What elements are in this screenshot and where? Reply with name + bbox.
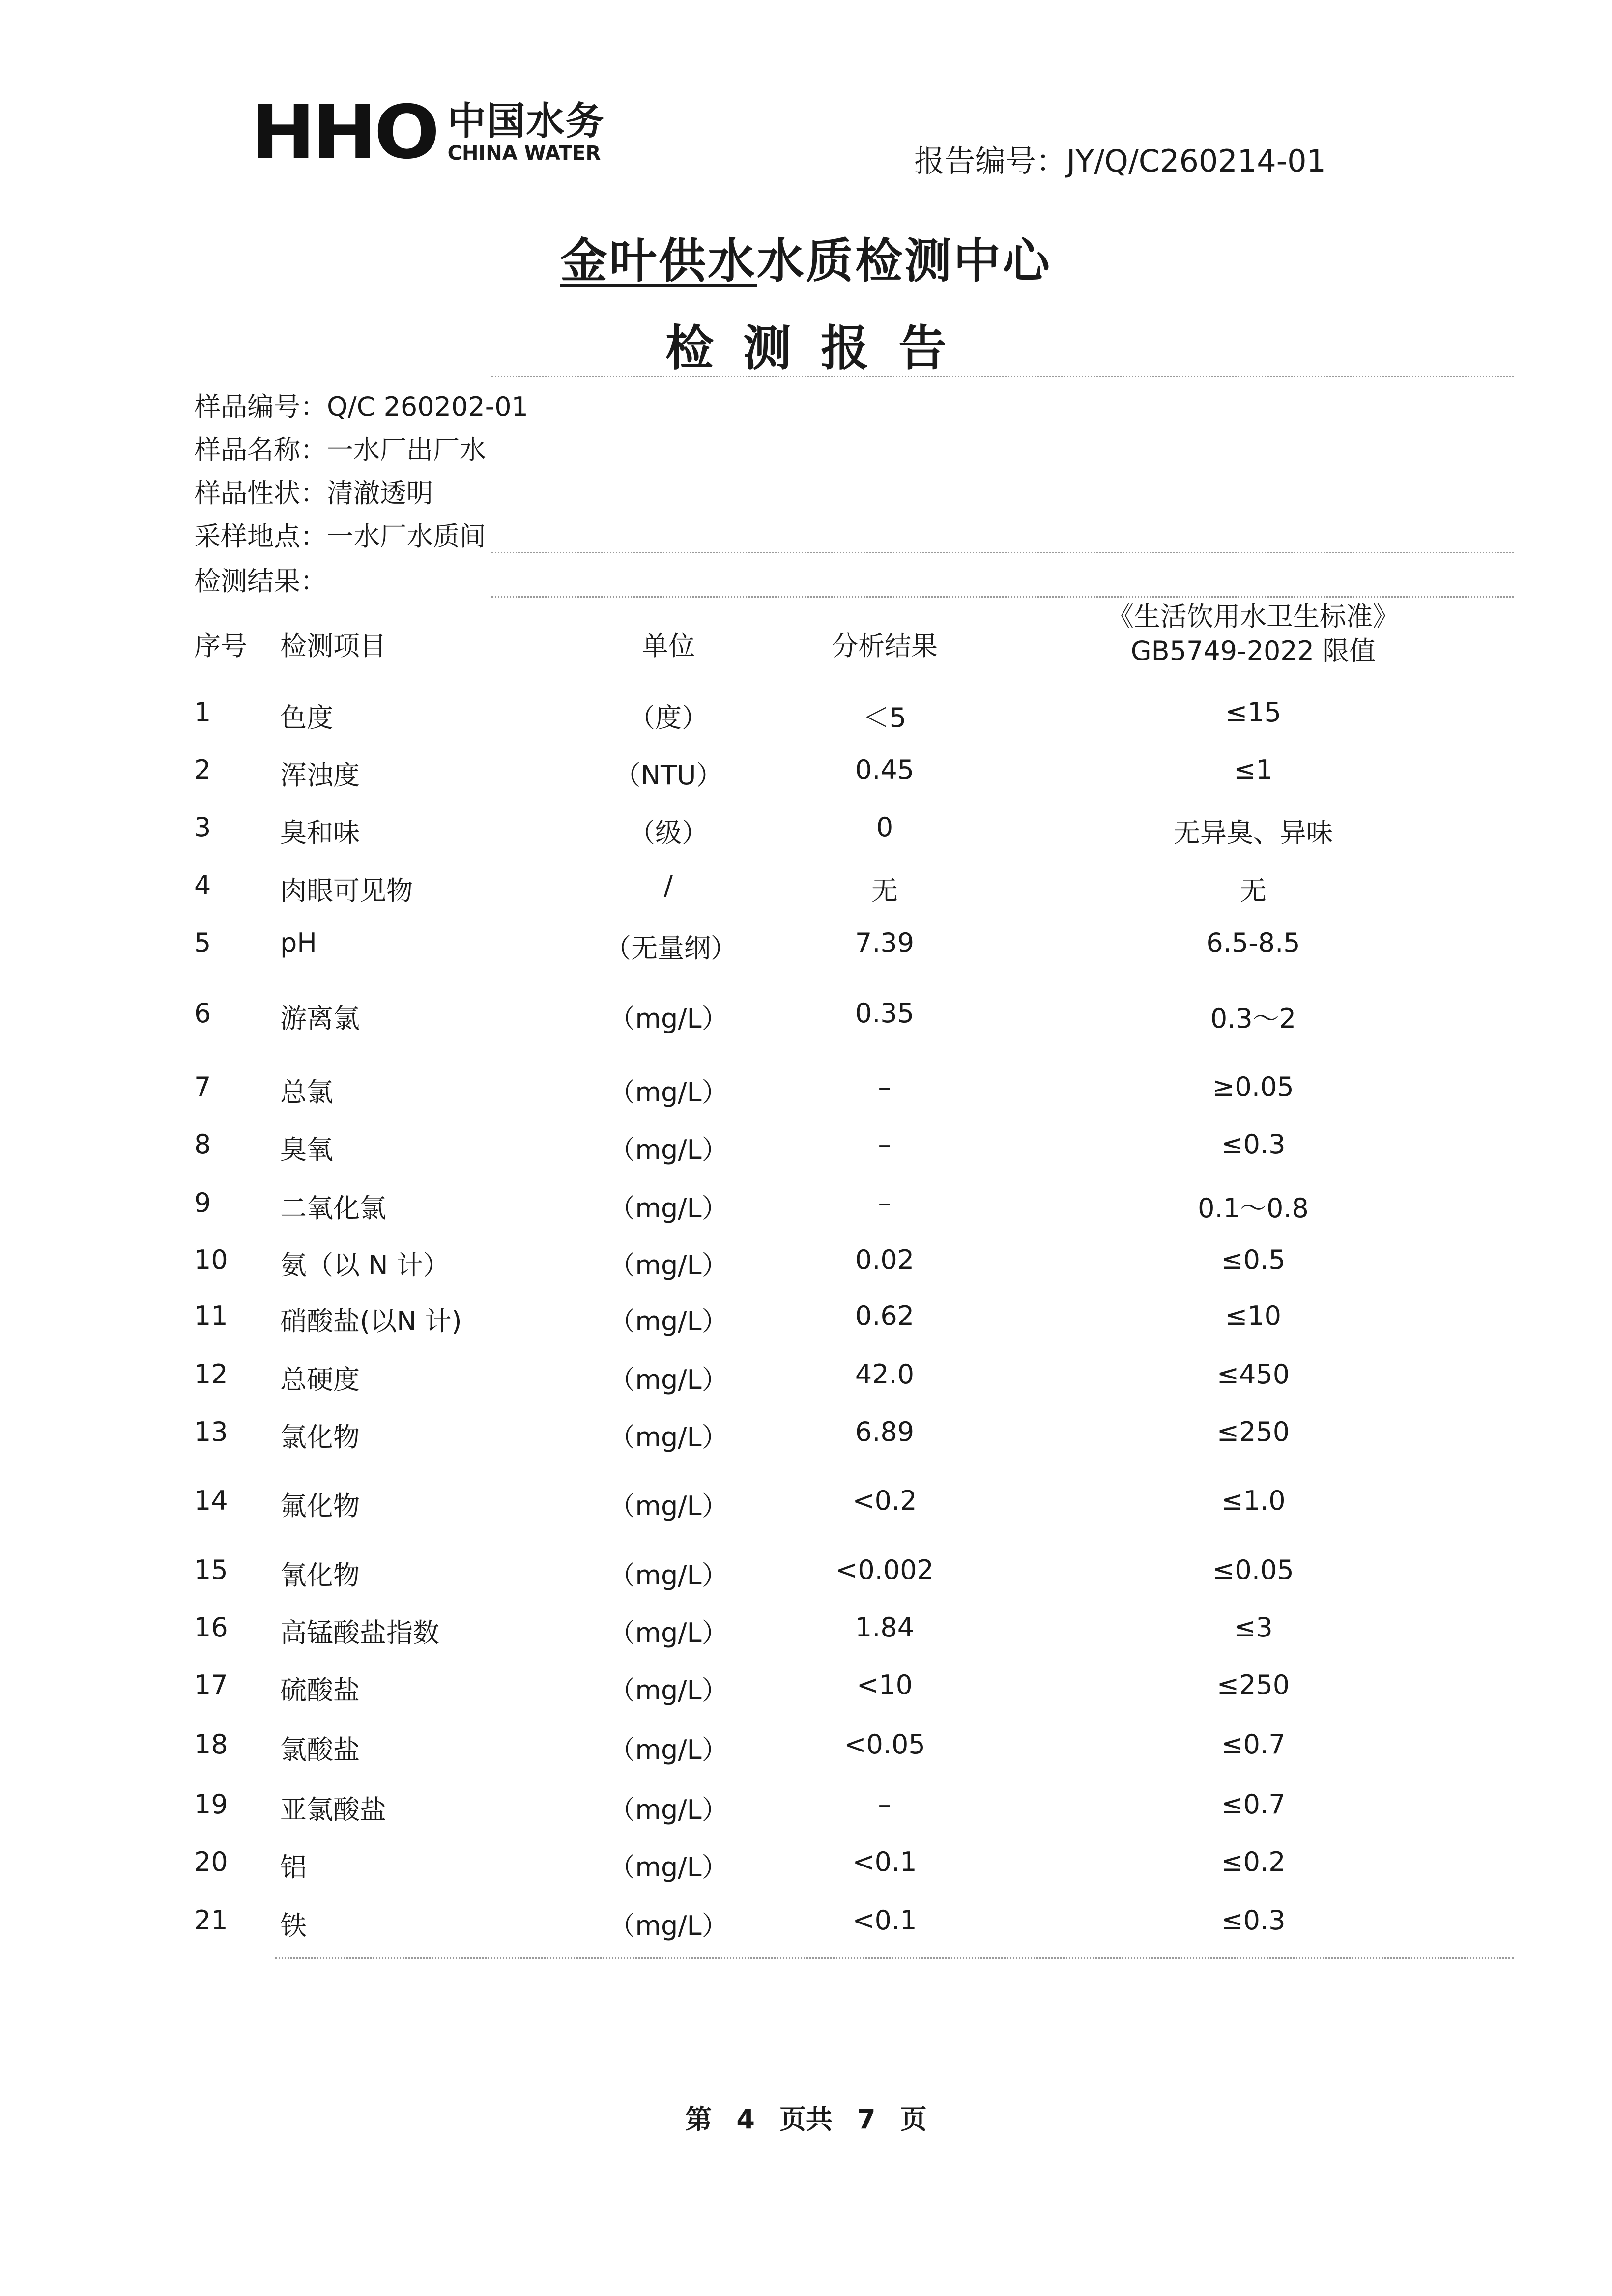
footer-middle: 页共 (779, 2104, 833, 2135)
header-result: 分析结果 (832, 631, 938, 661)
row-result: <0.1 (852, 1846, 917, 1877)
scan-divider (491, 376, 1514, 377)
row-result: <0.1 (852, 1905, 917, 1936)
row-unit: （mg/L） (608, 1364, 728, 1395)
row-item: 氰化物 (280, 1560, 360, 1591)
row-limit: ≤0.3 (1221, 1905, 1286, 1936)
company-logo (251, 90, 605, 175)
row-result: <0.05 (844, 1729, 925, 1760)
row-limit: 无异臭、异味 (1174, 817, 1333, 848)
row-item: 硝酸盐(以N 计) (280, 1306, 462, 1337)
row-number: 5 (194, 927, 211, 958)
row-result: 7.39 (855, 927, 915, 958)
row-item: 总硬度 (280, 1364, 360, 1395)
row-limit: ≤450 (1216, 1359, 1290, 1390)
row-number: 19 (194, 1789, 228, 1820)
row-unit: / (663, 870, 673, 901)
row-result: – (878, 1789, 892, 1820)
row-result: <10 (857, 1669, 913, 1700)
row-limit: ≤0.3 (1221, 1129, 1286, 1160)
page-footer (0, 2098, 1612, 2136)
row-limit: ≤0.7 (1221, 1789, 1286, 1820)
row-unit: （mg/L） (608, 1910, 728, 1941)
row-item: 氯酸盐 (280, 1734, 360, 1765)
row-item: 硫酸盐 (280, 1675, 360, 1706)
footer-prefix: 第 (685, 2104, 712, 2135)
logo-mark: HHO (251, 90, 437, 175)
row-result: 0.02 (855, 1244, 915, 1275)
row-limit: ≤1.0 (1221, 1485, 1286, 1516)
row-limit: 无 (1240, 875, 1267, 906)
row-unit: （mg/L） (608, 1193, 728, 1224)
row-limit: ≤1 (1234, 754, 1273, 785)
row-limit: ≤250 (1216, 1416, 1290, 1447)
footer-total: 7 (857, 2104, 876, 2135)
document-title: 检测报告 (665, 320, 976, 376)
row-unit: （mg/L） (608, 1734, 728, 1765)
row-unit: （mg/L） (608, 1560, 728, 1591)
row-unit: （NTU） (614, 760, 723, 791)
organization-title-rest: 水质检测中心 (757, 233, 1052, 288)
row-limit: ≤250 (1216, 1669, 1290, 1700)
row-unit: （度） (629, 702, 708, 733)
row-unit: （mg/L） (608, 1675, 728, 1706)
row-limit: ≤15 (1225, 697, 1281, 728)
row-number: 7 (194, 1071, 211, 1102)
row-unit: （无量纲） (604, 933, 737, 964)
sample-name: 样品名称：一水厂出厂水 (194, 434, 486, 465)
row-item: 铝 (280, 1852, 307, 1883)
row-result: ＜5 (863, 702, 907, 733)
scan-divider (275, 1957, 1514, 1959)
row-limit: ≤0.5 (1221, 1244, 1286, 1275)
row-item: 二氧化氯 (280, 1193, 386, 1224)
report-number: 报告编号：JY/Q/C260214-01 (914, 143, 1326, 179)
row-limit: 6.5-8.5 (1206, 927, 1300, 958)
row-limit: 0.1～0.8 (1198, 1193, 1309, 1224)
row-limit: ≤0.7 (1221, 1729, 1286, 1760)
row-item: 肉眼可见物 (280, 875, 413, 906)
row-limit: ≤0.2 (1221, 1846, 1286, 1877)
row-item: 氨（以 N 计） (280, 1250, 450, 1281)
row-result: 0.62 (855, 1300, 915, 1331)
row-unit: （mg/L） (608, 1306, 728, 1337)
logo-text (447, 99, 605, 165)
row-unit: （mg/L） (608, 1077, 728, 1108)
organization-title-underlined: 金叶供水 (560, 233, 757, 288)
row-item: 亚氯酸盐 (280, 1794, 386, 1825)
row-number: 10 (194, 1244, 228, 1275)
results-label: 检测结果： (194, 566, 327, 597)
organization-title (0, 224, 1612, 291)
row-item: pH (280, 927, 317, 958)
scan-divider (491, 596, 1514, 598)
row-unit: （mg/L） (608, 1134, 728, 1165)
row-item: 氟化物 (280, 1491, 360, 1521)
row-item: 臭和味 (280, 817, 360, 848)
sampling-location: 采样地点：一水厂水质间 (194, 521, 486, 552)
row-unit: （mg/L） (608, 1852, 728, 1883)
footer-suffix: 页 (900, 2104, 927, 2135)
row-result: – (878, 1187, 892, 1218)
row-number: 9 (194, 1187, 211, 1218)
row-number: 4 (194, 870, 211, 901)
row-number: 11 (194, 1300, 228, 1331)
row-item: 高锰酸盐指数 (280, 1617, 439, 1648)
row-result: <0.2 (852, 1485, 917, 1516)
row-number: 16 (194, 1612, 228, 1643)
row-item: 总氯 (280, 1077, 333, 1108)
row-result: 无 (871, 875, 898, 906)
row-unit: （mg/L） (608, 1617, 728, 1648)
scan-divider (491, 552, 1514, 553)
header-standard-line1: 《生活饮用水卫生标准》 (1107, 601, 1399, 632)
row-item: 氯化物 (280, 1422, 360, 1453)
row-number: 21 (194, 1905, 228, 1936)
row-item: 游离氯 (280, 1003, 360, 1034)
row-limit: ≤0.05 (1212, 1554, 1294, 1585)
row-result: 1.84 (855, 1612, 915, 1643)
row-number: 20 (194, 1846, 228, 1877)
row-number: 12 (194, 1359, 228, 1390)
row-unit: （mg/L） (608, 1422, 728, 1453)
row-number: 18 (194, 1729, 228, 1760)
row-result: 42.0 (855, 1359, 915, 1390)
row-item: 臭氧 (280, 1134, 333, 1165)
header-standard (1081, 600, 1425, 668)
footer-page: 4 (736, 2104, 755, 2135)
row-result: <0.002 (835, 1554, 934, 1585)
row-number: 1 (194, 697, 211, 728)
logo-en: CHINA WATER (447, 142, 601, 165)
row-number: 2 (194, 754, 211, 785)
row-number: 13 (194, 1416, 228, 1447)
header-item: 检测项目 (280, 631, 386, 661)
row-result: 0.45 (855, 754, 915, 785)
header-no: 序号 (194, 631, 247, 661)
row-result: – (878, 1129, 892, 1160)
row-item: 浑浊度 (280, 760, 360, 791)
sample-character: 样品性状：清澈透明 (194, 478, 433, 509)
row-limit: ≤3 (1234, 1612, 1273, 1643)
row-number: 17 (194, 1669, 228, 1700)
row-unit: （级） (629, 817, 708, 848)
sample-id: 样品编号：Q/C 260202-01 (194, 391, 528, 422)
row-limit: 0.3～2 (1210, 1003, 1296, 1034)
row-limit: ≥0.05 (1212, 1071, 1294, 1102)
row-number: 6 (194, 998, 211, 1029)
row-result: 0 (876, 812, 893, 843)
row-number: 3 (194, 812, 211, 843)
header-unit: 单位 (642, 631, 695, 661)
header-standard-line2: GB5749-2022 限值 (1130, 635, 1376, 667)
row-number: 15 (194, 1554, 228, 1585)
row-result: – (878, 1071, 892, 1102)
row-number: 14 (194, 1485, 228, 1516)
row-result: 6.89 (855, 1416, 915, 1447)
logo-cn: 中国水务 (447, 99, 605, 144)
row-item: 色度 (280, 702, 333, 733)
row-unit: （mg/L） (608, 1250, 728, 1281)
row-unit: （mg/L） (608, 1794, 728, 1825)
row-result: 0.35 (855, 998, 915, 1029)
row-limit: ≤10 (1225, 1300, 1281, 1331)
row-number: 8 (194, 1129, 211, 1160)
row-item: 铁 (280, 1910, 307, 1941)
row-unit: （mg/L） (608, 1003, 728, 1034)
row-unit: （mg/L） (608, 1491, 728, 1521)
